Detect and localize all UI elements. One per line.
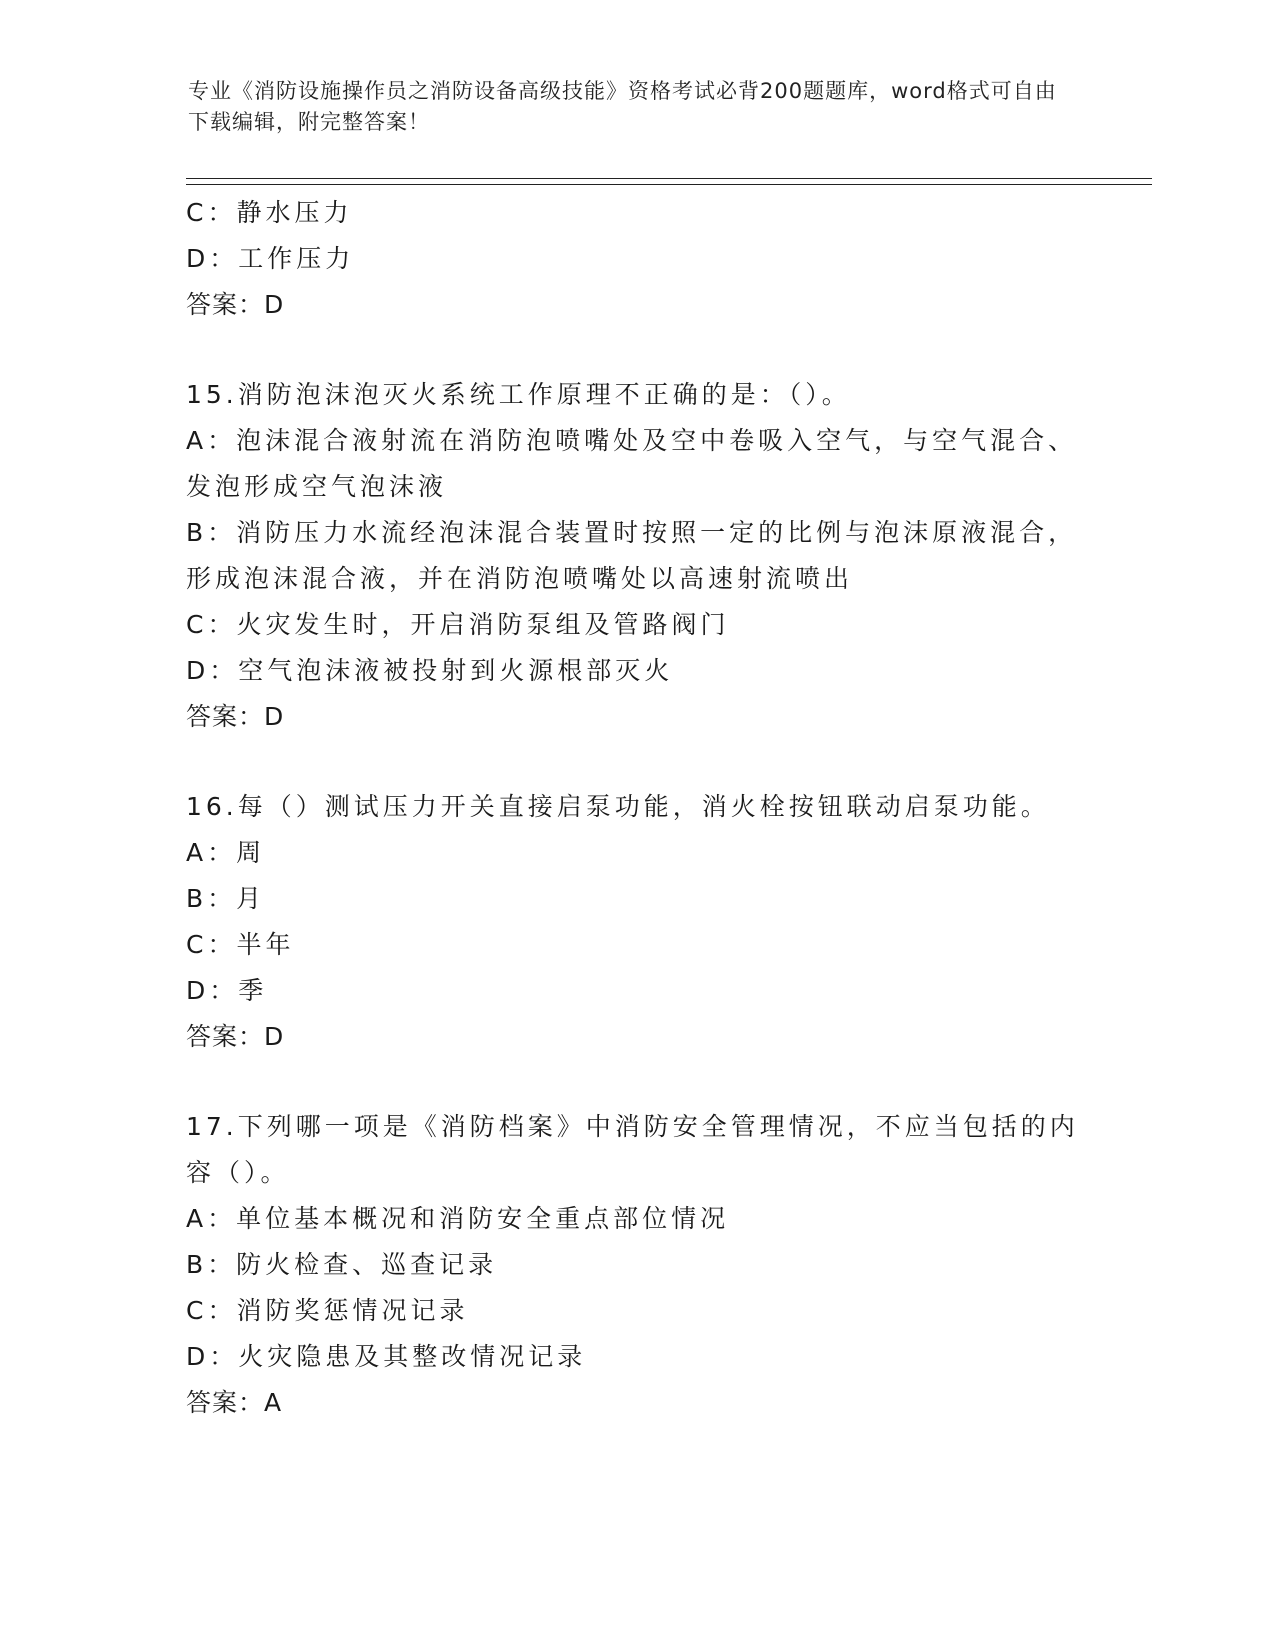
question-stem: 17.下列哪一项是《消防档案》中消防安全管理情况，不应当包括的内容（）。 <box>186 1112 1079 1187</box>
option-d: D：空气泡沫液被投射到火源根部灭火 <box>186 656 674 685</box>
question-stem: 16.每（）测试压力开关直接启泵功能，消火栓按钮联动启泵功能。 <box>186 792 1050 821</box>
option-b: B：消防压力水流经泡沫混合装置时按照一定的比例与泡沫原液混合，形成泡沫混合液，并在消防泡喷嘴处以高速射流喷出 <box>186 518 1078 593</box>
option-d: D：工作压力 <box>186 244 355 273</box>
option-d: D：季 <box>186 976 268 1005</box>
option-c: C：消防奖惩情况记录 <box>186 1296 469 1325</box>
option-a: A：单位基本概况和消防安全重点部位情况 <box>186 1204 730 1233</box>
question-block <box>186 190 1086 328</box>
answer-line: 答案：D <box>186 1022 285 1051</box>
header-divider <box>186 178 1152 185</box>
question-stem: 15.消防泡沫泡灭火系统工作原理不正确的是：（）。 <box>186 380 851 409</box>
answer-line: 答案：A <box>186 1388 283 1417</box>
option-a: A：泡沫混合液射流在消防泡喷嘴处及空中卷吸入空气，与空气混合、发泡形成空气泡沫液 <box>186 426 1078 501</box>
question-block <box>186 1104 1086 1426</box>
option-a: A：周 <box>186 838 266 867</box>
question-block <box>186 784 1086 1060</box>
option-b: B：月 <box>186 884 266 913</box>
question-list <box>186 190 1086 1426</box>
option-d: D：火灾隐患及其整改情况记录 <box>186 1342 587 1371</box>
option-c: C：火灾发生时，开启消防泵组及管路阀门 <box>186 610 730 639</box>
option-b: B：防火检查、巡查记录 <box>186 1250 498 1279</box>
answer-line: 答案：D <box>186 290 285 319</box>
option-c: C：静水压力 <box>186 198 353 227</box>
document-header: 专业《消防设施操作员之消防设备高级技能》资格考试必背200题题库，word格式可自由下载编辑，附完整答案！ <box>188 79 1057 134</box>
question-block <box>186 372 1086 740</box>
answer-line: 答案：D <box>186 702 285 731</box>
option-c: C：半年 <box>186 930 295 959</box>
